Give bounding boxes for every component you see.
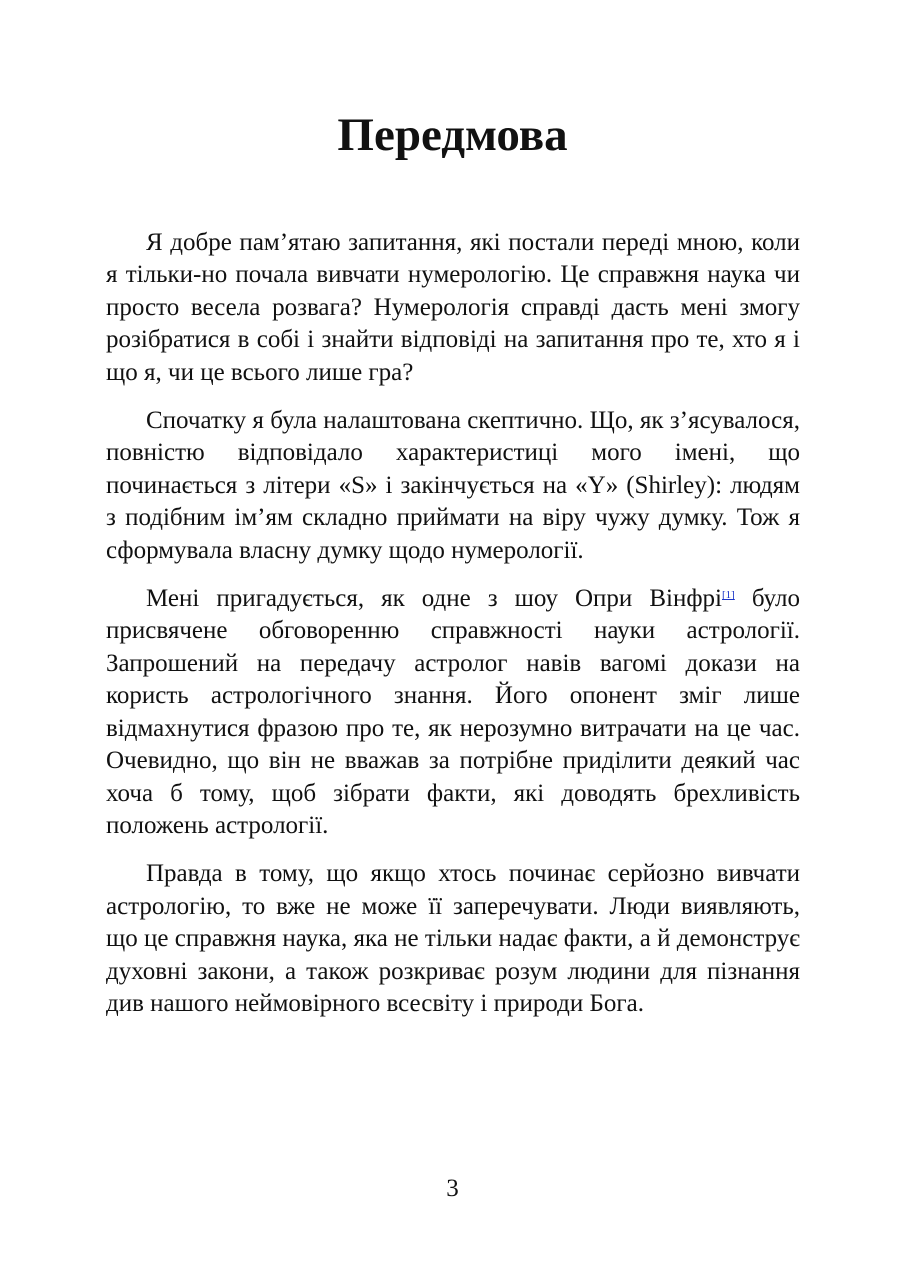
paragraph-3-text-before: Мені пригадується, як одне з шоу Опри Вінфрі xyxy=(146,585,722,613)
body-text xyxy=(106,227,800,1020)
paragraph-2: Спочатку я була налаштована скептично. Що, як з’ясувалося, повністю відповідало характеристиці мого імені, що починається з літери «S» і закінчується на «Y» (Shirley): людям з подібним ім’ям складно приймати на віру чужу думку. Тож я сформувала власну думку щодо нумерології. xyxy=(106,407,800,564)
footnote-link[interactable]: [1] xyxy=(721,589,735,602)
page-number: 3 xyxy=(446,1175,459,1202)
paragraph-4: Правда в тому, що якщо хтось починає серйозно вивчати астрологію, то вже не може її заперечувати. Люди виявляють, що це справжня наука, яка не тільки надає факти, а й демонструє духовні закони, а також розкриває розум людини для пізнання див нашого неймовірного всесвіту і природи Бога. xyxy=(106,860,800,1017)
paragraph-3-text-after: було присвячене обговоренню справжності науки астрології. Запрошений на передачу астролог навів вагомі докази на користь астрологічного знання. Його опонент зміг лише відмахнутися фразою про те, як нерозумно витрачати на це час. Очевидно, що він не вважав за потрібне приділити деякий час хоча б тому, щоб зібрати факти, які доводять брехливість положень астрології. xyxy=(106,585,800,839)
page-title: Передмова xyxy=(337,109,568,161)
paragraph-3 xyxy=(106,583,800,842)
paragraph-1: Я добре пам’ятаю запитання, які постали переді мною, коли я тільки-но почала вивчати нумерологію. Це справжня наука чи просто весела розвага? Нумерологія справді дасть мені змогу розібратися в собі і знайти відповіді на запитання про те, хто я і що я, чи це всього лише гра? xyxy=(106,229,800,386)
